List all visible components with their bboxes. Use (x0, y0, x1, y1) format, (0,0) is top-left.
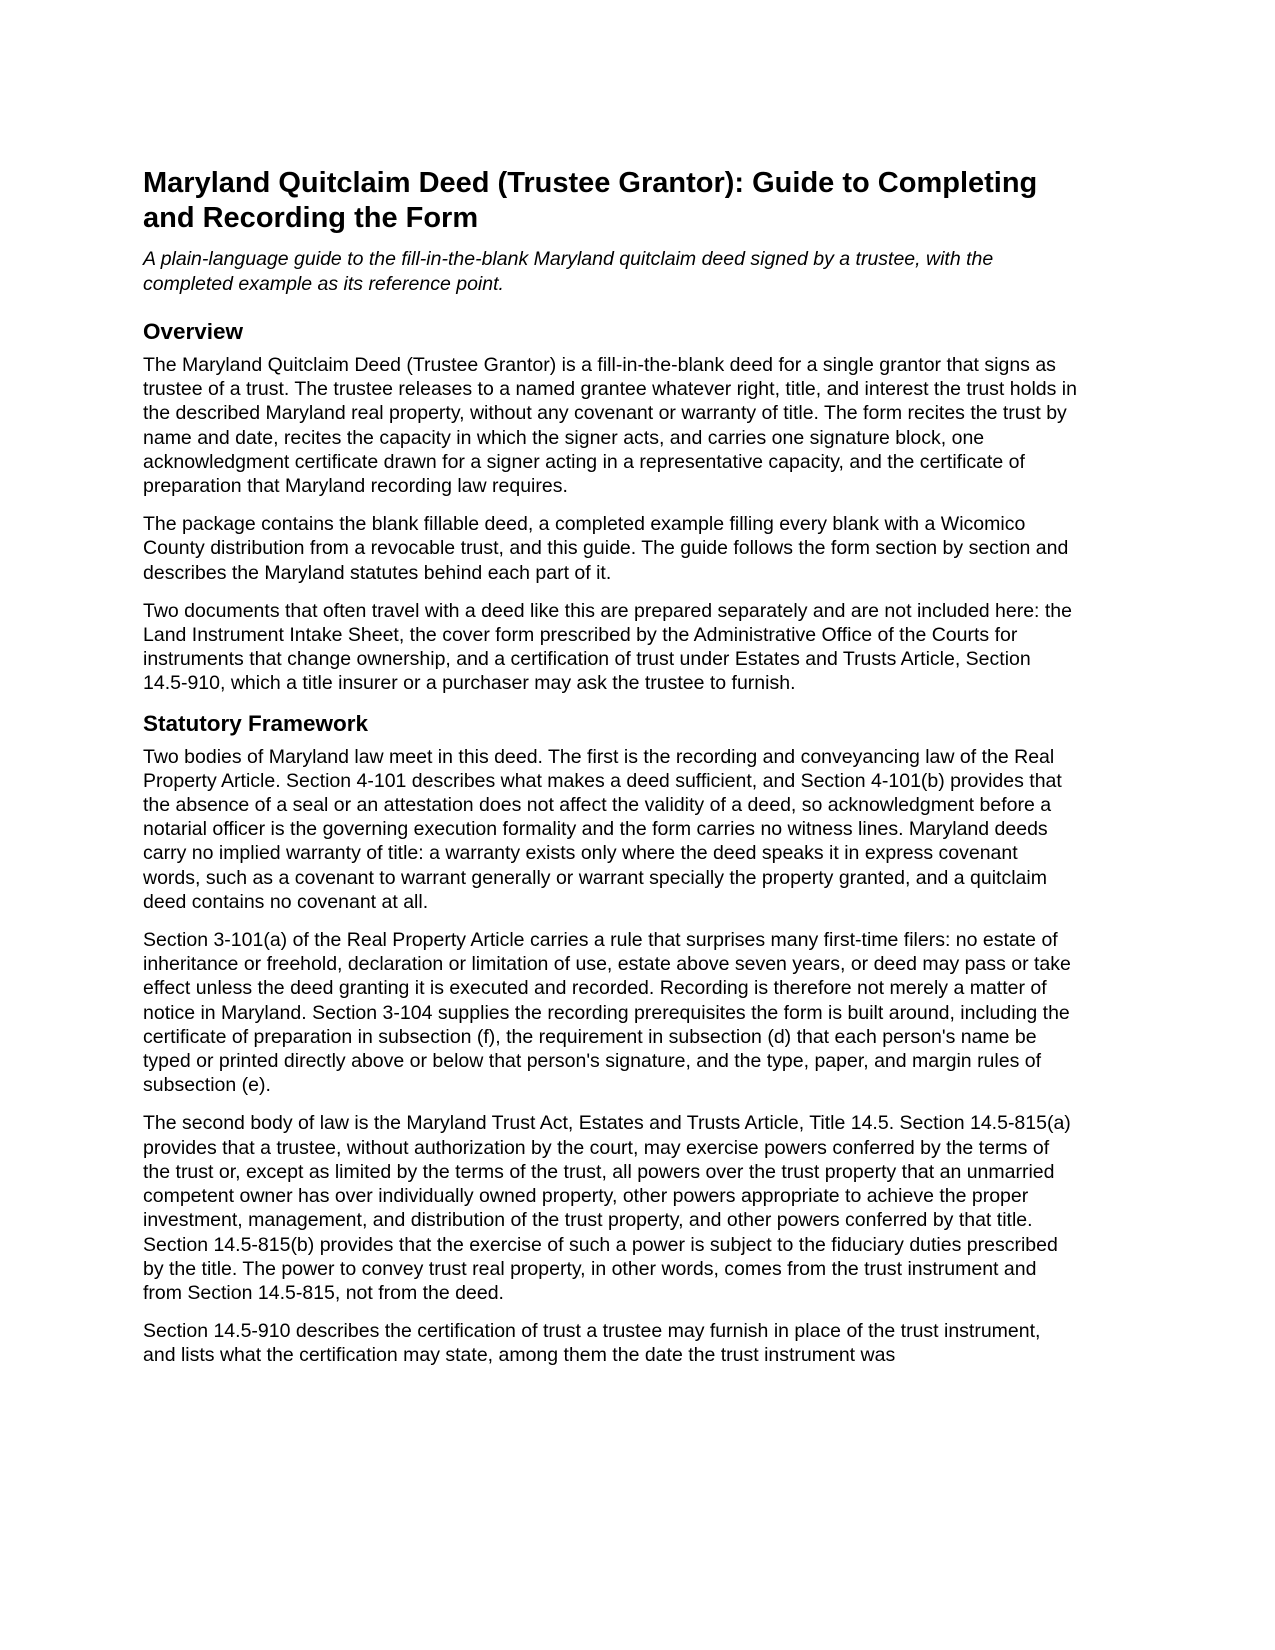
section-overview (143, 318, 1078, 696)
paragraph: Two bodies of Maryland law meet in this deed. The first is the recording and conveyancing law of the Real Property Article. Section 4-101 describes what makes a deed sufficient, and Section 4-101(b) provides that the absence of a seal or an attestation does not affect the validity of a deed, so acknowledgment before a notarial officer is the governing execution formality and the form carries no witness lines. Maryland deeds carry no implied warranty of title: a warranty exists only where the deed speaks it in express covenant words, such as a covenant to warrant generally or warrant specially the property granted, and a quitclaim deed contains no covenant at all. (143, 745, 1062, 913)
document-title: Maryland Quitclaim Deed (Trustee Grantor): Guide to Completing and Recording the Form (143, 167, 1038, 234)
paragraph: The second body of law is the Maryland Trust Act, Estates and Trusts Article, Title 14.5. Section 14.5-815(a) provides that a trustee, without authorization by the court, may exercise powers conferred by the terms of the trust or, except as limited by the terms of the trust, all powers over the trust property that an unmarried competent owner has over individually owned property, other powers appropriate to achieve the proper investment, management, and distribution of the trust property, and other powers conferred by that title. Section 14.5-815(b) provides that the exercise of such a power is subject to the fiduciary duties prescribed by the title. The power to convey trust real property, in other words, comes from the trust instrument and from Section 14.5-815, not from the deed. (143, 1112, 1071, 1304)
document-subtitle: A plain-language guide to the fill-in-the-blank Maryland quitclaim deed signed by a trustee, with the completed example as its reference point. (143, 248, 994, 295)
paragraph: The package contains the blank fillable deed, a completed example filling every blank with a Wicomico County distribution from a revocable trust, and this guide. The guide follows the form section by section and describes the Maryland statutes behind each part of it. (143, 513, 1069, 584)
section-heading-statutory-framework: Statutory Framework (143, 710, 369, 736)
section-statutory-framework (143, 710, 1078, 1368)
paragraph: Section 3-101(a) of the Real Property Article carries a rule that surprises many first-time filers: no estate of inheritance or freehold, declaration or limitation of use, estate above seven years, or deed may pass or take effect unless the deed granting it is executed and recorded. Recording is therefore not merely a matter of notice in Maryland. Section 3-104 supplies the recording prerequisites the form is built around, including the certificate of preparation in subsection (f), the requirement in subsection (d) that each person's name be typed or printed directly above or below that person's signature, and the type, paper, and margin rules of subsection (e). (143, 929, 1071, 1097)
paragraph: The Maryland Quitclaim Deed (Trustee Grantor) is a fill-in-the-blank deed for a single grantor that signs as trustee of a trust. The trustee releases to a named grantee whatever right, title, and interest the trust holds in the described Maryland real property, without any covenant or warranty of title. The form recites the trust by name and date, recites the capacity in which the signer acts, and carries one signature block, one acknowledgment certificate drawn for a signer acting in a representative capacity, and the certificate of preparation that Maryland recording law requires. (143, 354, 1077, 498)
section-heading-overview: Overview (143, 319, 244, 344)
document-page (143, 166, 1078, 1382)
paragraph: Section 14.5-910 describes the certification of trust a trustee may furnish in place of the trust instrument, and lists what the certification may state, among them the date the trust instrument was (143, 1320, 1041, 1367)
paragraph: Two documents that often travel with a deed like this are prepared separately and are not included here: the Land Instrument Intake Sheet, the cover form prescribed by the Administrative Office of the Courts for instruments that change ownership, and a certification of trust under Estates and Trusts Article, Section 14.5-910, which a title insurer or a purchaser may ask the trustee to furnish. (143, 599, 1072, 695)
